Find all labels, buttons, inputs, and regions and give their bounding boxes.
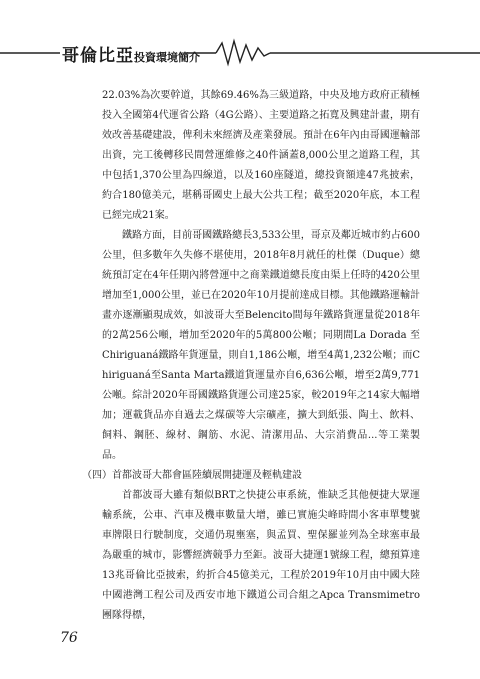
header-title (62, 41, 200, 66)
page-number: 76 (60, 630, 78, 646)
page-header (0, 38, 480, 68)
page-body (82, 86, 420, 626)
header-title-small: 投資環境簡介 (134, 51, 200, 64)
pulse-line-icon (216, 41, 270, 64)
paragraph-metro: 首都波哥大雖有類似BRT之快捷公車系統，惟缺乏其他便捷大眾運輸系統，公車、汽車及機車數量大增，雖已實施尖峰時間小客車單雙號車牌限日行駛制度，交通仍現壅塞，與孟買、聖保羅並列為全球塞車最為嚴重的城市，影響經濟競爭力至鉅。波哥大捷運1號線工程，總預算達13兆哥倫比亞披索，約折合45億美元，工程於2019年10月由中國大陸中國港灣工程公司及西安市地下鐵道公司合組之Apca Transmimetro團隊得標， (102, 490, 420, 621)
paragraph-highways: 22.03%為次要幹道，其餘69.46%為三級道路，中央及地方政府正積極投入全國第4代運省公路（4G公路）、主要道路之拓寬及興建計畫，期有效改善基礎建設，俾利未來經濟及產業發展。預計在6年內由哥國運輸部出資，完工後轉移民間營運維修之40件涵蓋8,000公里之道路工程，其中包括1,370公里為四線道，以及160座隧道，總投資額達47兆披索，約合180億美元，堪稱哥國史上最大公共工程；截至2020年底，本工程已經完成21案。 (102, 90, 420, 221)
paragraph-railways: 鐵路方面，目前哥國鐵路總長3,533公里，哥京及鄰近城市約占600公里，但多數年久失修不堪使用，2018年8月就任的杜傑（Duque）總統預訂定在4年任期內將營運中之商業鐵道總長度由渠上任時的420公里增加至1,000公里，並已在2020年10月提前達成目標。其他鐵路運輸計畫亦逐漸顯現成效，如波哥大至Belencito間每年鐵路貨運量從2018年的2萬256公噸，增加至2020年的5萬800公噸；同期間La Dorada 至Chiriguaná鐵路年貨運量，則自1,186公噸，增至4萬1,232公噸；而Chiriguaná至Santa Marta鐵道貨運量亦自6,636公噸，增至2萬9,771公噸。綜計2020年哥國鐵路貨運公司達25家，較2019年之14家大幅增加；運載貨品亦自過去之煤碳等大宗礦產，擴大到紙張、陶土、飲料、飼料、鋼胚、線材、鋼筋、水泥、清潔用品、大宗消費品...等工業製品。 (102, 230, 420, 461)
section-heading: （四）首都波哥大都會區陸續展開捷運及輕軌建設 (82, 470, 302, 481)
header-title-large: 哥倫比亞 (62, 46, 134, 66)
